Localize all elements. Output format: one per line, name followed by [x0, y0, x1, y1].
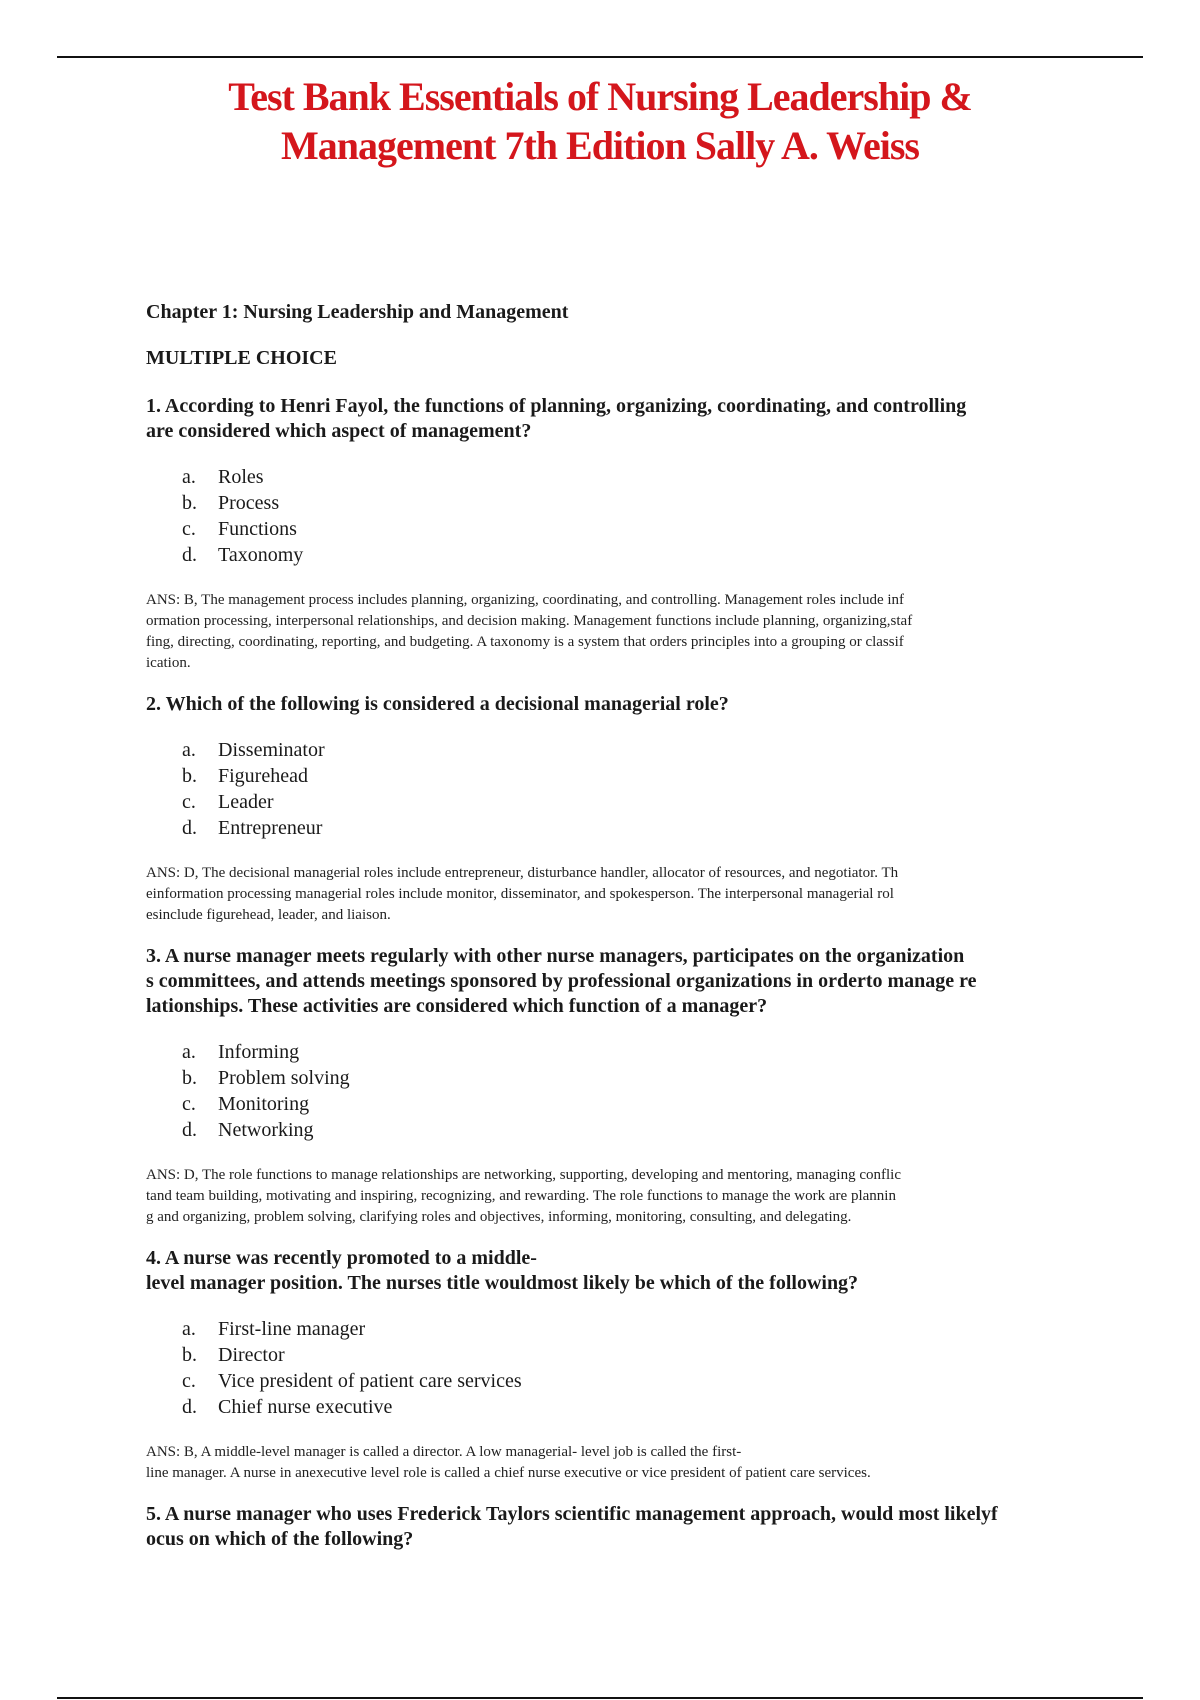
chapter-heading: Chapter 1: Nursing Leadership and Management [146, 301, 569, 323]
question-text [146, 692, 1086, 717]
answer-option [182, 1039, 1086, 1065]
option-letter: c. [182, 1093, 196, 1115]
question-line: ocus on which of the following? [146, 1528, 414, 1550]
rationale-line: ormation processing, interpersonal relationships, and decision making. Management functions include planning, organizing,staf [146, 613, 913, 629]
top-rule [57, 56, 1143, 58]
question-line: 2. Which of the following is considered a decisional managerial role? [146, 693, 729, 715]
option-text: Figurehead [218, 765, 308, 787]
option-text: Disseminator [218, 739, 325, 761]
option-text: Networking [218, 1119, 314, 1141]
rationale-line: ANS: D, The decisional managerial roles include entrepreneur, disturbance handler, allocator of resources, and negotiator. Th [146, 865, 899, 881]
bottom-rule [57, 1697, 1143, 1699]
rationale-line: ication. [146, 655, 191, 671]
option-text: Informing [218, 1041, 300, 1063]
option-letter: d. [182, 1396, 197, 1418]
document-title [0, 72, 1200, 170]
question-line: lationships. These activities are considered which function of a manager? [146, 995, 768, 1017]
question-line: 1. According to Henri Fayol, the functions of planning, organizing, coordinating, and controlling [146, 395, 967, 417]
option-text: Roles [218, 466, 264, 488]
rationale-line: line manager. A nurse in anexecutive level role is called a chief nurse executive or vice president of patient care services. [146, 1465, 871, 1481]
section-heading: MULTIPLE CHOICE [146, 347, 337, 369]
option-letter: d. [182, 817, 197, 839]
option-letter: a. [182, 1318, 196, 1340]
answer-option [182, 789, 1086, 815]
answer-option [182, 1316, 1086, 1342]
option-text: Leader [218, 791, 274, 813]
answer-option [182, 1342, 1086, 1368]
answer-option [182, 490, 1086, 516]
option-letter: a. [182, 466, 196, 488]
answer-option [182, 1368, 1086, 1394]
question-text [146, 394, 1086, 444]
option-letter: d. [182, 1119, 197, 1141]
answer-option [182, 542, 1086, 568]
title-line-2: Management 7th Edition Sally A. Weiss [281, 123, 919, 168]
answer-option [182, 516, 1086, 542]
question-text [146, 944, 1086, 1019]
option-letter: b. [182, 1067, 197, 1089]
question-list [146, 394, 1086, 1552]
rationale-line: g and organizing, problem solving, clarifying roles and objectives, informing, monitoring, consulting, and delegating. [146, 1209, 852, 1225]
document-body [146, 300, 1086, 1572]
option-letter: b. [182, 492, 197, 514]
answer-rationale [146, 590, 1086, 674]
option-text: Monitoring [218, 1093, 310, 1115]
answer-options [182, 464, 1086, 568]
question-item [146, 1502, 1086, 1552]
option-text: Taxonomy [218, 544, 304, 566]
answer-option [182, 1394, 1086, 1420]
option-letter: d. [182, 544, 197, 566]
answer-option [182, 815, 1086, 841]
option-letter: b. [182, 1344, 197, 1366]
answer-rationale [146, 1165, 1086, 1228]
answer-option [182, 1091, 1086, 1117]
question-line: are considered which aspect of management? [146, 420, 532, 442]
option-letter: c. [182, 1370, 196, 1392]
question-line: s committees, and attends meetings sponsored by professional organizations in orderto manage re [146, 970, 977, 992]
rationale-line: ANS: D, The role functions to manage relationships are networking, supporting, developing and mentoring, managing conflic [146, 1167, 901, 1183]
option-letter: a. [182, 739, 196, 761]
question-line: 4. A nurse was recently promoted to a middle- [146, 1247, 537, 1269]
rationale-line: fing, directing, coordinating, reporting, and budgeting. A taxonomy is a system that orders principles into a grouping or classif [146, 634, 904, 650]
answer-option [182, 737, 1086, 763]
option-text: Functions [218, 518, 297, 540]
option-text: Director [218, 1344, 285, 1366]
option-text: Process [218, 492, 280, 514]
option-letter: c. [182, 791, 196, 813]
rationale-line: esinclude figurehead, leader, and liaison. [146, 907, 391, 923]
answer-options [182, 1316, 1086, 1420]
option-text: Chief nurse executive [218, 1396, 393, 1418]
option-letter: c. [182, 518, 196, 540]
answer-option [182, 1117, 1086, 1143]
answer-rationale [146, 863, 1086, 926]
question-text [146, 1246, 1086, 1296]
answer-options [182, 1039, 1086, 1143]
question-item [146, 692, 1086, 926]
question-text [146, 1502, 1086, 1552]
question-item [146, 394, 1086, 674]
question-line: 5. A nurse manager who uses Frederick Taylors scientific management approach, would most likelyf [146, 1503, 998, 1525]
option-text: First-line manager [218, 1318, 366, 1340]
question-item [146, 944, 1086, 1228]
answer-options [182, 737, 1086, 841]
option-letter: b. [182, 765, 197, 787]
answer-option [182, 464, 1086, 490]
rationale-line: ANS: B, A middle-level manager is called a director. A low managerial- level job is called the first- [146, 1444, 742, 1460]
option-text: Problem solving [218, 1067, 350, 1089]
question-item [146, 1246, 1086, 1484]
option-letter: a. [182, 1041, 196, 1063]
question-line: 3. A nurse manager meets regularly with other nurse managers, participates on the organization [146, 945, 965, 967]
option-text: Vice president of patient care services [218, 1370, 522, 1392]
option-text: Entrepreneur [218, 817, 323, 839]
answer-option [182, 763, 1086, 789]
rationale-line: ANS: B, The management process includes planning, organizing, coordinating, and controlling. Management roles include inf [146, 592, 905, 608]
rationale-line: tand team building, motivating and inspiring, recognizing, and rewarding. The role functions to manage the work are plannin [146, 1188, 896, 1204]
answer-option [182, 1065, 1086, 1091]
answer-rationale [146, 1442, 1086, 1484]
question-line: level manager position. The nurses title wouldmost likely be which of the following? [146, 1272, 859, 1294]
title-line-1: Test Bank Essentials of Nursing Leadership & [228, 74, 972, 119]
rationale-line: einformation processing managerial roles include monitor, disseminator, and spokesperson. The interpersonal managerial rol [146, 886, 894, 902]
